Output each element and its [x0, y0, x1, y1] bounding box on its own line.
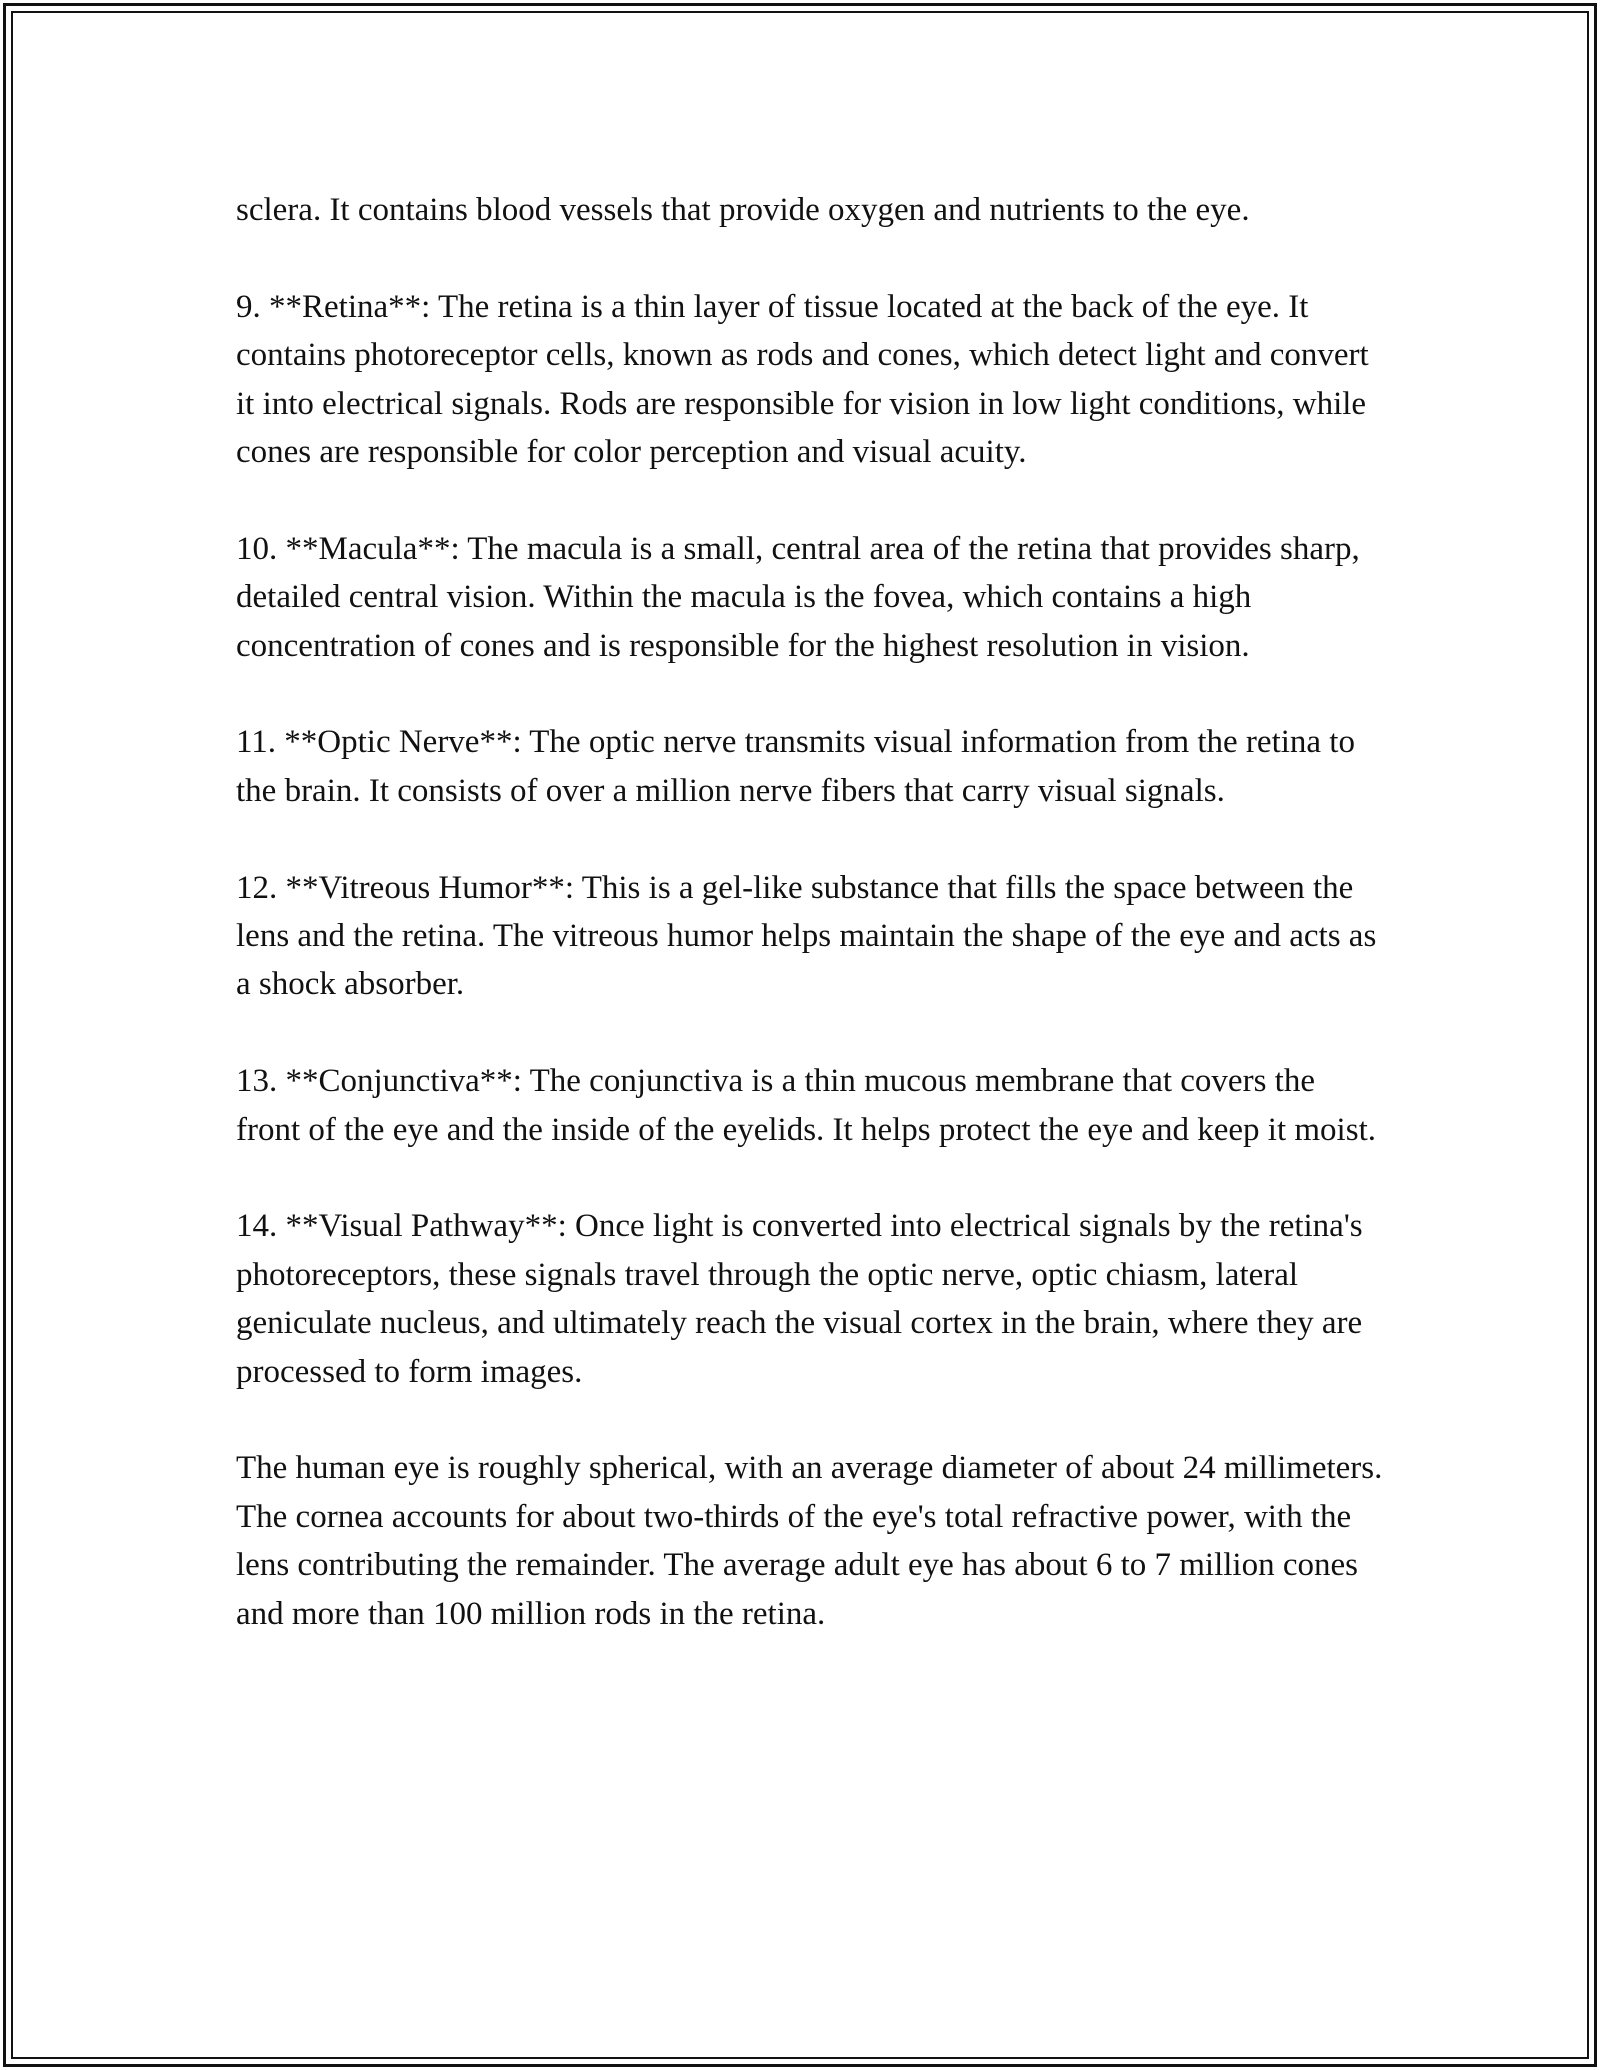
- paragraph-macula: 10. **Macula**: The macula is a small, central area of the retina that provides sharp, detailed central vision. Within the macula is the fovea, which contains a high concentration of cones and is responsible for the highest resolution in vision.: [236, 530, 1360, 664]
- paragraph-optic-nerve: 11. **Optic Nerve**: The optic nerve transmits visual information from the retina to the brain. It consists of over a million nerve fibers that carry visual signals.: [236, 724, 1355, 809]
- document-body: [236, 186, 1386, 1638]
- paragraph-sclera-continuation: sclera. It contains blood vessels that provide oxygen and nutrients to the eye.: [236, 192, 1250, 228]
- paragraph-eye-summary: The human eye is roughly spherical, with an average diameter of about 24 millimeters. The cornea accounts for about two-thirds of the eye's total refractive power, with the lens contributing the remainder. The average adult eye has about 6 to 7 million cones and more than 100 million rods in the retina.: [236, 1450, 1383, 1632]
- paragraph-retina: 9. **Retina**: The retina is a thin layer of tissue located at the back of the eye. It contains photoreceptor cells, known as rods and cones, which detect light and convert it into electrical signals. Rods are responsible for vision in low light conditions, while cones are responsible for color perception and visual acuity.: [236, 288, 1369, 471]
- paragraph-visual-pathway: 14. **Visual Pathway**: Once light is converted into electrical signals by the retina's photoreceptors, these signals travel through the optic nerve, optic chiasm, lateral geniculate nucleus, and ultimately reach the visual cortex in the brain, where they are processed to form images.: [236, 1208, 1363, 1390]
- paragraph-conjunctiva: 13. **Conjunctiva**: The conjunctiva is a thin mucous membrane that covers the front of the eye and the inside of the eyelids. It helps protect the eye and keep it moist.: [236, 1063, 1376, 1148]
- paragraph-vitreous-humor: 12. **Vitreous Humor**: This is a gel-like substance that fills the space between the lens and the retina. The vitreous humor helps maintain the shape of the eye and acts as a shock absorber.: [236, 869, 1377, 1003]
